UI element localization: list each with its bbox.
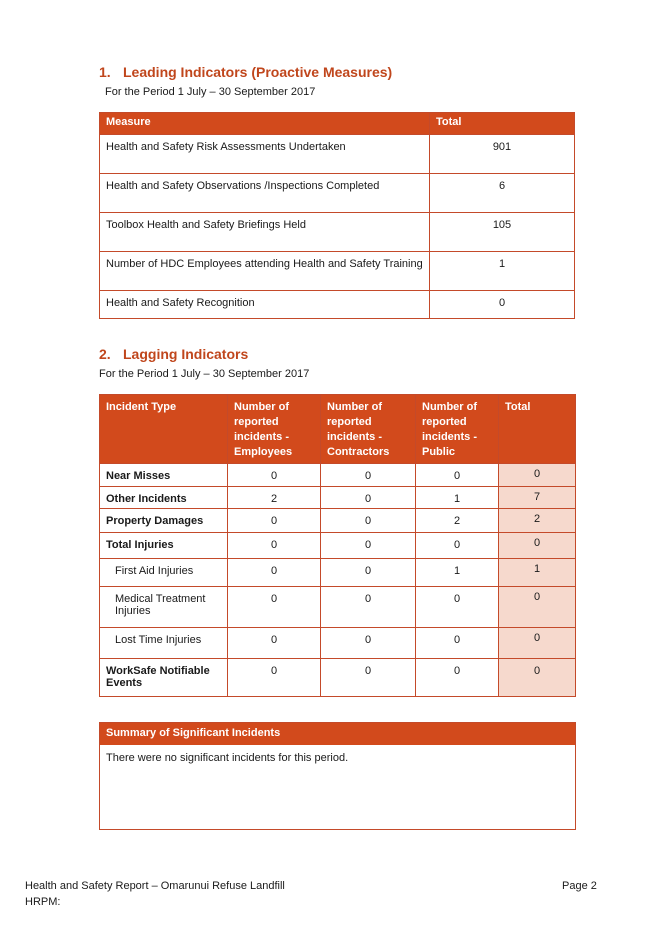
total-cell: 0 bbox=[499, 659, 576, 697]
public-cell: 2 bbox=[416, 509, 499, 533]
table-row bbox=[100, 509, 576, 533]
employees-cell: 0 bbox=[228, 509, 321, 533]
table-row bbox=[100, 628, 576, 659]
measure-cell: Health and Safety Risk Assessments Undertaken bbox=[100, 135, 430, 174]
employees-cell: 0 bbox=[228, 464, 321, 487]
table-row bbox=[100, 174, 575, 213]
total-cell: 1 bbox=[430, 252, 575, 291]
table-row bbox=[100, 533, 576, 559]
contractors-cell: 0 bbox=[321, 487, 416, 509]
summary-text: There were no significant incidents for this period. bbox=[106, 752, 349, 764]
table-row bbox=[100, 464, 576, 487]
public-cell: 0 bbox=[416, 533, 499, 559]
incident-type-cell: Other Incidents bbox=[100, 487, 228, 509]
lagging-indicators-table bbox=[99, 394, 576, 697]
public-cell: 1 bbox=[416, 559, 499, 587]
contractors-cell: 0 bbox=[321, 628, 416, 659]
total-cell: 105 bbox=[430, 213, 575, 252]
public-cell: 0 bbox=[416, 464, 499, 487]
public-cell: 0 bbox=[416, 659, 499, 697]
section1-title: Leading Indicators (Proactive Measures) bbox=[123, 64, 393, 80]
header-public: Number of reported incidents - Public bbox=[416, 395, 499, 464]
total-cell: 0 bbox=[499, 628, 576, 659]
incident-type-cell: Near Misses bbox=[100, 464, 228, 487]
table-row bbox=[100, 587, 576, 628]
footer-title: Health and Safety Report – Omarunui Refuse Landfill bbox=[25, 880, 285, 892]
contractors-cell: 0 bbox=[321, 533, 416, 559]
total-cell: 1 bbox=[499, 559, 576, 587]
employees-cell: 0 bbox=[228, 559, 321, 587]
employees-cell: 0 bbox=[228, 659, 321, 697]
header-employees: Number of reported incidents - Employees bbox=[228, 395, 321, 464]
table-row bbox=[100, 291, 575, 319]
total-cell: 0 bbox=[499, 533, 576, 559]
employees-cell: 0 bbox=[228, 628, 321, 659]
table-row bbox=[100, 213, 575, 252]
section2-period: For the Period 1 July – 30 September 2017 bbox=[99, 368, 310, 380]
leading-indicators-table bbox=[99, 112, 575, 319]
header-measure: Measure bbox=[100, 113, 430, 135]
table-row bbox=[100, 252, 575, 291]
total-cell: 7 bbox=[499, 487, 576, 509]
summary-box bbox=[99, 722, 576, 830]
incident-type-cell: Property Damages bbox=[100, 509, 228, 533]
section2-number: 2. bbox=[99, 346, 111, 362]
measure-cell: Health and Safety Observations /Inspections Completed bbox=[100, 174, 430, 213]
header-total: Total bbox=[430, 113, 575, 135]
measure-cell: Number of HDC Employees attending Health and Safety Training bbox=[100, 252, 430, 291]
footer-hrpm: HRPM: bbox=[25, 896, 61, 908]
incident-type-cell: Lost Time Injuries bbox=[100, 628, 228, 659]
table-row bbox=[100, 559, 576, 587]
section1-number: 1. bbox=[99, 64, 111, 80]
section1-period: For the Period 1 July – 30 September 2017 bbox=[105, 86, 316, 98]
public-cell: 0 bbox=[416, 587, 499, 628]
measure-cell: Health and Safety Recognition bbox=[100, 291, 430, 319]
employees-cell: 2 bbox=[228, 487, 321, 509]
contractors-cell: 0 bbox=[321, 559, 416, 587]
measure-cell: Toolbox Health and Safety Briefings Held bbox=[100, 213, 430, 252]
total-cell: 6 bbox=[430, 174, 575, 213]
employees-cell: 0 bbox=[228, 587, 321, 628]
table-row bbox=[100, 659, 576, 697]
incident-type-cell: First Aid Injuries bbox=[100, 559, 228, 587]
table-row bbox=[100, 487, 576, 509]
total-cell: 2 bbox=[499, 509, 576, 533]
section2-title: Lagging Indicators bbox=[123, 346, 249, 362]
section2-heading bbox=[99, 346, 248, 362]
summary-header: Summary of Significant Incidents bbox=[100, 723, 575, 745]
footer-page-number: Page 2 bbox=[562, 880, 597, 892]
section1-heading bbox=[99, 64, 392, 80]
total-cell: 0 bbox=[499, 587, 576, 628]
total-cell: 901 bbox=[430, 135, 575, 174]
contractors-cell: 0 bbox=[321, 509, 416, 533]
contractors-cell: 0 bbox=[321, 464, 416, 487]
total-cell: 0 bbox=[430, 291, 575, 319]
contractors-cell: 0 bbox=[321, 587, 416, 628]
table-row bbox=[100, 135, 575, 174]
incident-type-cell: Medical Treatment Injuries bbox=[100, 587, 228, 628]
public-cell: 0 bbox=[416, 628, 499, 659]
total-cell: 0 bbox=[499, 464, 576, 487]
incident-type-cell: WorkSafe Notifiable Events bbox=[100, 659, 228, 697]
contractors-cell: 0 bbox=[321, 659, 416, 697]
employees-cell: 0 bbox=[228, 533, 321, 559]
public-cell: 1 bbox=[416, 487, 499, 509]
header-incident-type: Incident Type bbox=[100, 395, 228, 464]
header-total: Total bbox=[499, 395, 576, 464]
incident-type-cell: Total Injuries bbox=[100, 533, 228, 559]
header-contractors: Number of reported incidents - Contractors bbox=[321, 395, 416, 464]
